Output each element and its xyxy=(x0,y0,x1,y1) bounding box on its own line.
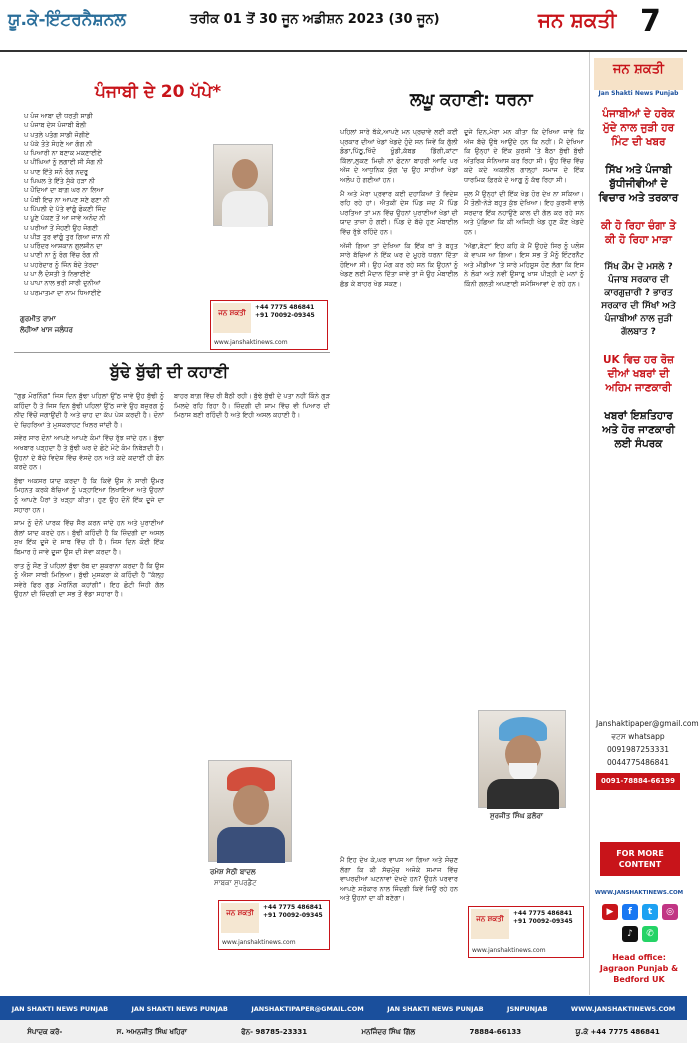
sidebar-item-6: ਖਬਰਾਂ ਇਸ਼ਤਿਹਾਰ ਅਤੇ ਹੋਰ ਜਾਣਕਾਰੀ ਲਈ ਸੰਪਰਕ xyxy=(602,410,675,450)
footer-link-email[interactable]: JANSHAKTIPAPER@GMAIL.COM xyxy=(251,1005,364,1013)
sidebar-item-1: ਪੰਜਾਬੀਆਂ ਦੇ ਹਰੇਕ ਮੁੱਦੇ ਨਾਲ ਜੁੜੀ ਹਰ ਮਿੰਟ ਦੀ ਖਬਰ xyxy=(602,108,675,148)
phone-badge: 0091-78884-66199 xyxy=(596,773,680,790)
coat-shape xyxy=(487,779,559,809)
sidebar-logo: ਜਨ ਸ਼ਕਤੀ xyxy=(594,58,683,90)
youtube-icon[interactable]: ▶ xyxy=(602,904,618,920)
footer-link-web[interactable]: WWW.JANSHAKTINEWS.COM xyxy=(570,1005,676,1013)
sidebar-item-5: UK ਵਿਚ ਹਰ ਰੋਜ਼ ਦੀਆਂ ਖਬਰਾਂ ਦੀ ਅਹਿਮ ਜਾਣਕਾਰੀ xyxy=(603,354,674,394)
poem-line: ਪ ਪਾਣ ਇੱਤੇ ਸਨੋ ਰੰਗ ਨਦਰੂ xyxy=(24,167,88,176)
poem-line: ਪ ਪੀਂਘਿਆਂ ਨੂੰ ਲਗਾਈ ਸੀ ਸੰਗ ਨੀ xyxy=(24,158,103,167)
story1-p5: ਰਾਤ ਨੂੰ ਸੌਣ ਤੋਂ ਪਹਿਲਾਂ ਬੁੱਢਾ ਰੱਬ ਦਾ ਸ਼ੁਕਰਾਨਾ ਕਰਦਾ ਹੈ ਕਿ ਉਸ ਨੂੰ ਐਸਾ ਸਾਥੀ ਮਿਲਿਆ। ਬੁੱਢੀ ਮੁਸਕਰਾ ਕੇ ਕਹਿੰਦੀ ਹੈ "ਕੱਲ੍ਹ ਸਵੇਰੇ ਫਿਰ ਗੁਡ ਮੋਰਨਿੰਗ ਕਹਾਂਗੀ"। ਇਹ ਛੋਟੀ ਜਿਹੀ ਗੱਲ ਉਹਨਾਂ ਦੀ ਜ਼ਿੰਦਗੀ ਦਾ ਸਭ ਤੋਂ ਵੱਡਾ ਸਹਾਰਾ ਹੈ। xyxy=(14,561,164,599)
footer-manager: ਮਨਜਿੰਦਰ ਸਿੰਘ ਗਿੱਲ xyxy=(361,1027,416,1036)
story1-p6: ਬਾਹਰ ਬਾਗ਼ ਵਿੱਚ ਰੀ ਬੈਠੀ ਰਹੀ। ਬੁੱਢੇ ਬੁੱਢੀ ਦੇ ਪਤਾ ਨਹੀਂ ਕਿੰਨੇ ਗੁੜ ਮਿਲਦੇ ਰਹਿ ਰਿਹਾ ਹੈ। ਜ਼ਿੰਦਗੀ ਦੀ ਸ਼ਾਮ ਵਿੱਚ ਵੀ ਪਿਆਰ ਦੀ ਮਿਠਾਸ ਬਣੀ ਰਹਿੰਦੀ ਹੈ ਅਤੇ ਇਹੀ ਅਸਲ ਕਹਾਣੀ ਹੈ। xyxy=(174,392,330,420)
poem-line: ਪ ਪਹਰੇਦਾਰ ਨੂੰ ਜਿੰਨ ਬੰਦੇ ਤੇਰਦਾ xyxy=(24,260,99,269)
story1-p4: ਸ਼ਾਮ ਨੂੰ ਦੋਨੋਂ ਪਾਰਕ ਵਿੱਚ ਸੈਰ ਕਰਨ ਜਾਂਦੇ ਹਨ ਅਤੇ ਪੁਰਾਣੀਆਂ ਗੱਲਾਂ ਯਾਦ ਕਰਦੇ ਹਨ। ਬੁੱਢੀ ਕਹਿੰਦੀ ਹੈ ਕਿ ਜ਼ਿੰਦਗੀ ਦਾ ਅਸਲ ਸੁਖ ਇੱਕ ਦੂਜੇ ਦੇ ਸਾਥ ਵਿੱਚ ਹੀ ਹੈ। ਜਿਸ ਦਿਨ ਕੋਈ ਇੱਕ ਬਿਮਾਰ ਹੋ ਜਾਵੇ ਦੂਜਾ ਉਸ ਦੀ ਸੇਵਾ ਕਰਦਾ ਹੈ। xyxy=(14,519,164,556)
sidebar-item-3: ਕੀ ਹੋ ਰਿਹਾ ਚੰਗਾ ਤੇ ਕੀ ਹੋ ਰਿਹਾ ਮਾੜਾ xyxy=(601,220,676,246)
sidebar-item-2: ਸਿੱਖ ਅਤੇ ਪੰਜਾਬੀ ਬੁੱਧੀਜੀਵੀਆਂ ਦੇ ਵਿਚਾਰ ਅਤੇ ਤਰਕਾਰ xyxy=(598,164,679,204)
story1-p1: "ਗੁਡ ਮੋਰਨਿੰਗ" ਜਿਸ ਦਿਨ ਬੁੱਢਾ ਪਹਿਲਾਂ ਉੱਠ ਜਾਵੇ ਉਹ ਬੁੱਢੀ ਨੂੰ ਕਹਿੰਦਾ ਹੈ ਤੇ ਜਿਸ ਦਿਨ ਬੁੱਢੀ ਪਹਿਲਾਂ ਉੱਠ ਜਾਵੇ ਉਹ ਬਜ਼ੁਰਗ ਨੂੰ ਨੀਂਦ ਵਿੱਚੋਂ ਜਗਾਉਂਦੀ ਹੈ ਅਤੇ ਚਾਹ ਦਾ ਕੱਪ ਪੇਸ਼ ਕਰਦੀ ਹੈ। ਦੋਨਾਂ ਦੇ ਚਿਹਰਿਆਂ ਤੇ ਮੁਸਕਰਾਹਟ ਖਿਲਰ ਜਾਂਦੀ ਹੈ। xyxy=(14,392,164,429)
section-title: ਯੂ.ਕੇ-ਇੰਟਰਨੈਸ਼ਨਲ xyxy=(8,10,126,30)
footer-links xyxy=(0,998,687,1020)
ad-phone-1: +44 7775 486841 xyxy=(255,304,315,311)
story2-p7: ਮੈਂ ਇਹ ਦੇਖ ਕੇ,ਘਰ ਵਾਪਸ ਆ ਗਿਆ ਅਤੇ ਸੋਚਣ ਲੱਗਾ ਕਿ ਕੀ ਸੱਚਮੁੱਚ ਅਜੋਕੇ ਸਮਾਜ ਵਿੱਚ ਵਾਪਰਦੀਆਂ ਘਟਨਾਵਾਂ ਦੇਖਦੇ ਹਨ? ਉਹਨੇ ਪਰਵਾਰ ਆਪਣੇ ਸਰੋਕਾਰ ਨਾਲ ਜਿੰਦਗੀ ਕਿਵੇਂ ਜਿਉਂ ਰਹੇ ਹਨ ਅਤੇ ਉਹਨਾਂ ਦਾ ਕੀ ਬਣੇਗਾ। xyxy=(340,856,458,903)
ad-web: www.janshaktinews.com xyxy=(472,947,546,954)
poem-line: ਪ ਪੌਦਿਆਂ ਦਾ ਬਾਗ਼ ਘਰ ਨਾ ਲਿਆ xyxy=(24,186,104,195)
whatsapp-label: ਵਟਸ whatsapp xyxy=(611,732,665,741)
ad-phone-2: +91 70092-09345 xyxy=(255,312,315,319)
story2-author: ਸੁਰਜੀਤ ਸਿੰਘ ਫ਼ਲੋਰਾ xyxy=(490,812,543,820)
ad-logo: ਜਨ ਸ਼ਕਤੀ xyxy=(221,903,259,933)
poem-line: ਪ ਪਾਣੀ ਨਾ ਨੂੰ ਰੰਗ ਵਿੱਚ ਰੰਗ ਨੀ xyxy=(24,251,99,260)
footer-uk-phone: ਯੂ.ਕੇ +44 7775 486841 xyxy=(575,1027,660,1036)
story1-author-role: ਸਾਬਕਾ ਸੁਪਰਡੈਂਟ xyxy=(214,879,257,887)
ad-box-1 xyxy=(210,300,328,350)
ad-phones xyxy=(263,904,323,920)
sidebar-web[interactable]: WWW.JANSHAKTINEWS.COM xyxy=(594,890,684,896)
author-photo xyxy=(208,760,292,862)
ad-logo: ਜਨ ਸ਼ਕਤੀ xyxy=(471,909,509,939)
ad-logo: ਜਨ ਸ਼ਕਤੀ xyxy=(213,303,251,333)
twitter-icon[interactable]: t xyxy=(642,904,658,920)
masthead-logo: ਜਨ ਸ਼ਕਤੀ xyxy=(538,8,617,32)
ad-web: www.janshaktinews.com xyxy=(214,339,288,346)
story2-p5: ਜੁਲ ਮੈਂ ਉਨ੍ਹਾਂ ਦੀ ਇੱਕ ਖੇਡ ਹੋਰ ਦੇਖ ਨਾ ਸਕਿਆ। ਮੈਂ ਤੋਲੀ-ਨੇੜੇ ਬਹੁਤ ਕੁੱਝ ਦੇਖਿਆ। ਇਹ ਕੁਰਸੀ ਵਾਲੇ ਸਰਦਾਰ ਇੱਕ ਨਹਾਉਣੇ ਕਾਲ ਦੀ ਗੱਲ ਕਰ ਰਹੇ ਸਨ ਅਤੇ ਪੁੱਛਿਆ ਕਿ ਕੀ ਅਜਿਹੀ ਖੇਡ ਹੁਣ ਕੌਣ ਖੇਡਦੇ ਹਨ। xyxy=(464,189,584,236)
footer-editor: ਸੰਪਾਦਕ ਕਰੋ- xyxy=(27,1027,63,1036)
whatsapp-number-1: 0091987253331 xyxy=(606,745,670,754)
story2-col3 xyxy=(340,856,458,956)
whatsapp-icon[interactable]: ✆ xyxy=(642,926,658,942)
story2-p6: 'ਅੱਛਾ,ਬੇਟਾ' ਇਹ ਕਹਿ ਕੇ ਮੈਂ ਉਹਦੇ ਸਿਰ ਨੂੰ ਪਲੋਸ ਕੇ ਵਾਪਸ ਆ ਗਿਆ। ਇਸ ਸਭ ਤੋਂ ਮੈਨੂੰ ਇੰਟਰਨੈਟ ਅਤੇ ਮੀਡੀਆ 'ਤੇ ਸਾਰੇ ਮਹਿਸੂਸ ਹੋਣ ਲੱਗਾ ਕਿ ਇਸ ਨੇ ਲੋਕਾਂ ਅਤੇ ਨਵੀਂ ਉਸਾਰੂ ਖਾਸ ਪੀੜ੍ਹੀ ਦੇ ਮਨਾਂ ਨੂੰ ਕਿੰਨੀ ਗਲਤੀ ਅਪਣਾਈ ਸਮੱਸਿਆਵਾਂ ਦੇ ਰਹੇ ਹਨ। xyxy=(464,241,584,288)
poem-line: ਪ ਪੂਣੇ ਪੱਕਣ ਤੋਂ ਆ ਜਾਵੇ ਅਨੰਦ ਨੀ xyxy=(24,214,106,223)
ad-web: www.janshaktinews.com xyxy=(222,939,296,946)
social-icons xyxy=(600,904,680,944)
tiktok-icon[interactable]: ♪ xyxy=(622,926,638,942)
story2-col2 xyxy=(464,128,584,728)
ad-box-2 xyxy=(218,900,330,950)
footer-phone-in: ਫੋਨ- 98785-23331 xyxy=(241,1027,308,1036)
page-number: 7 xyxy=(640,4,661,39)
poem-line: ਪ ਪੀੜ ਤੁਰ ਵਾਂਗੂੰ ਤੁਰ ਗਿਆ ਜਾਨ ਨੀ xyxy=(24,232,110,241)
poem-line: ਪ ਪੰਜ ਆਬਾ ਦੀ ਧਰਤੀ ਸਾਡੀ xyxy=(24,112,93,120)
sidebar-logo-sub: Jan Shakti News Punjab xyxy=(598,90,679,97)
poem-lines xyxy=(24,112,199,298)
footer-manager-phone: 78884-66133 xyxy=(469,1028,522,1036)
story1-title: ਬੁੱਢੇ ਬੁੱਢੀ ਦੀ ਕਹਾਣੀ xyxy=(110,362,229,381)
footer-credits xyxy=(0,1022,687,1042)
page-header xyxy=(0,0,687,52)
facebook-icon[interactable]: f xyxy=(622,904,638,920)
story2-col1 xyxy=(340,128,458,958)
email-text[interactable]: Janshaktipaper@gmail.com xyxy=(596,719,699,728)
divider xyxy=(14,352,330,353)
story2-title: ਲਘੂ ਕਹਾਣੀ: ਧਰਨਾ xyxy=(410,90,533,110)
poem-line: ਪ ਪਿਘਲ ਤੇ ਇੱਤੇ ਸੁੱਕੇ ਹੜਾ ਨੀ xyxy=(24,177,95,186)
poet-photo xyxy=(213,144,273,226)
story2-p1: ਪਹਿਲਾਂ ਸਾਰੇ ਥੱਕੇ,ਆਪਣੇ ਮਨ ਪ੍ਰਚਾਵੇ ਲਈ ਕਈ ਪ੍ਰਕਾਰ ਦੀਆਂ ਖੇਡਾਂ ਖੇਡਦੇ ਹੁੰਦੇ ਸਨ ਜਿਵੇਂ ਕਿ ਗੁੱਲੀ ਡੰਡਾ,ਪਿੱਠੂ,ਖਿੱਦੋ ਖੂੰਡੀ,ਕੱਬਡ ਡਿੱਗੀ,ਕਾਂਟਾ ਕਿੱਲਾ,ਲੁਕਣ ਮਿਚੀ ਨਾਂ ਫੋਟਨਾ ਬਾਹਰੀ ਆਦਿ ਪਰ ਅੱਜ ਦੇ ਆਧੁਨਿਕ ਯੁੱਗ 'ਚ ਉਹ ਸਾਰੀਆਂ ਖੇਡਾਂ ਅਲੋਪ ਹੋ ਗਈਆਂ ਹਨ। xyxy=(340,128,458,184)
footer-link-facebook[interactable]: JAN SHAKTI NEWS PUNJAB xyxy=(11,1005,109,1013)
ad-phones xyxy=(255,304,315,320)
footer-link-instagram[interactable]: JAN SHAKTI NEWS PUNJAB xyxy=(387,1005,484,1013)
ad-phone-1: +44 7775 486841 xyxy=(513,910,573,917)
poem-line: ਪ ਪਾਪਾ ਨਾਲ ਭਰੀ ਸਾਰੀ ਦੁਨੀਆਂ xyxy=(24,279,101,288)
poem-line: ਪ ਪੰਥੀ ਇਚ ਨਾ ਆਪਣ ਸਣੇ ਫਣਾ ਨੀ xyxy=(24,195,110,204)
edition-date: ਤਰੀਕ 01 ਤੋਂ 30 ਜੂਨ ਅਡੀਸ਼ਨ 2023 (30 ਜੂਨ) xyxy=(190,12,440,27)
page-footer xyxy=(0,996,687,1043)
ad-phones xyxy=(513,910,573,926)
story1-col1 xyxy=(14,392,164,992)
poem-line: ਪ ਪੰਜਾਬ ਦੇਸ ਪੰਜਾਬੀ ਬੋਲੀ xyxy=(24,121,87,130)
story2-author-photo xyxy=(478,710,566,808)
more-content-button[interactable]: FOR MORE CONTENT xyxy=(600,842,680,876)
footer-link-youtube[interactable]: JAN SHAKTI NEWS PUNJAB xyxy=(131,1005,228,1013)
footer-editor-name: ਸ. ਅਮਨਜੀਤ ਸਿੰਘ ਖਹਿਰਾ xyxy=(116,1027,187,1036)
story2-p3: ਅੱਜੀ ਗਿਆ ਤਾਂ ਦੇਖਿਆ ਕਿ ਇੱਕ ਥਾਂ ਤੇ ਬਹੁਤ ਸਾਰੇ ਬੱਚਿਆਂ ਨੇ ਇੱਕ ਘਰ ਦੇ ਮੂਹਰੇ ਧਰਨਾ ਦਿੱਤਾ ਹੋਇਆ ਸੀ। ਉਹ ਮੰਗ ਕਰ ਰਹੇ ਸਨ ਕਿ ਉਹਨਾਂ ਨੂੰ ਖੇਡਣ ਲਈ ਮੈਦਾਨ ਦਿੱਤਾ ਜਾਵੇ ਤਾਂ ਜੋ ਉਹ ਮੋਬਾਈਲ ਛੱਡ ਕੇ ਬਾਹਰ ਖੇਡ ਸਕਣ। xyxy=(340,241,458,288)
sidebar-contact xyxy=(596,717,699,790)
instagram-icon[interactable]: ◎ xyxy=(662,904,678,920)
whatsapp-number-2: 0044775486841 xyxy=(606,758,670,767)
head-office: Head office: Jagraon Punjab & Bedford UK xyxy=(599,953,679,984)
poem-line: ਪ ਪਿਆਰੀ ਨਾ ਬਣਾਕ ਮਕਣਾਈਏ xyxy=(24,149,102,158)
coat-shape xyxy=(217,827,285,863)
story2-p2: ਮੈਂ ਅਤੇ ਮੇਰਾ ਪ੍ਰਵਾਰ ਕਈ ਦਹਾਕਿਆਂ ਤੋਂ ਵਿਦੇਸ਼ ਰਹਿ ਰਹੇ ਹਾਂ। ਐਤਕੀਂ ਦੇਸ ਪਿੰਡ ਜਦ ਮੈਂ ਪਿੰਡ ਪਰਤਿਆ ਤਾਂ ਮਨ ਵਿੱਚ ਉਹਨਾਂ ਪੁਰਾਣੀਆਂ ਖੇਡਾਂ ਦੀ ਯਾਦ ਤਾਜ਼ਾ ਹੋ ਗਈ। ਪਿੰਡ ਦੇ ਬੱਚੇ ਹੁਣ ਮੋਬਾਈਲ ਵਿੱਚ ਰੁੱਝੇ ਰਹਿੰਦੇ ਹਨ। xyxy=(340,189,458,236)
story2-p4: ਦੂਜੇ ਦਿਨ,ਮੇਰਾ ਮਨ ਕੀਤਾ ਕਿ ਦੇਖਿਆ ਜਾਵੇ ਕਿ ਅੱਜ ਬੱਚੇ ਉਥੇ ਆਉਂਦੇ ਹਨ ਕਿ ਨਹੀਂ। ਮੈਂ ਦੇਖਿਆ ਕਿ ਉਨ੍ਹਾਂ ਦੇ ਇੱਕ ਕੁਰਸੀ 'ਤੇ ਬੈਠਾ ਬੁੱਢੀ ਬੁੱਢੀ ਅੰਤਰਿਕ ਸੰਨਿਆਸ ਕਰ ਰਿਹਾ ਸੀ। ਉਹ ਵਿੱਚ ਵਿੱਚ ਕਦੇ ਕਦੇ ਅਕਲੀਲ ਗਾਲ੍ਹਾਂ ਸਮਾਜ ਦੇ ਇੱਕ ਧਾਰਮਿਕ ਫ਼ਿਰਕੇ ਦੇ ਆਗੂ ਨੂੰ ਕੱਢ ਰਿਹਾ ਸੀ। xyxy=(464,128,584,184)
poem-line: ਪ ਪਰਿੰਦਰ ਆਸ਼ਕਾਨ ਗੁਲਸ਼ੀਨ ਦਾ xyxy=(24,242,103,251)
poem-line: ਪ ਪਿੱਪਲੀ ਦੇ ਪੱਤੇ ਵਾਂਗੂੰ ਫੋਕਣੀ ਜਿੰਦ xyxy=(24,204,107,213)
poem-line: ਪ ਪਾ ਲੈ ਦੋਸਤੀ ਤੇ ਨਿਭਾਈਏ xyxy=(24,270,91,279)
shirt-shape xyxy=(222,191,268,227)
poem-author: ਗੁਰਮੀਤ ਰਾਮਾ xyxy=(20,315,56,323)
story1-col2 xyxy=(174,392,330,712)
ad-phone-2: +91 70092-09345 xyxy=(513,918,573,925)
poem-line: ਪ ਪੱਕੇ ਤੋਤੇ ਸੋਹਣੇ ਆ ਗੰਗ ਨੀ xyxy=(24,139,93,148)
story1-p3: ਬੁੱਢਾ ਅਕਸਰ ਯਾਦ ਕਰਦਾ ਹੈ ਕਿ ਕਿਵੇਂ ਉਸ ਨੇ ਸਾਰੀ ਉਮਰ ਮਿਹਨਤ ਕਰਕੇ ਬੱਚਿਆਂ ਨੂੰ ਪੜ੍ਹਾਇਆ ਲਿਖਾਇਆ ਅਤੇ ਉਹਨਾਂ ਨੂੰ ਆਪਣੇ ਪੈਰਾਂ ਤੇ ਖੜ੍ਹਾ ਕੀਤਾ। ਹੁਣ ਉਹ ਦੋਨੋਂ ਇੱਕ ਦੂਜੇ ਦਾ ਸਹਾਰਾ ਹਨ। xyxy=(14,476,164,514)
poem-line: ਪ ਪਰਮਾਤਮਾ ਦਾ ਨਾਮ ਧਿਆਈਏ xyxy=(24,288,102,297)
poem-title: ਪੰਜਾਬੀ ਦੇ 20 ਪੱਪੇ* xyxy=(95,82,222,102)
poem-body xyxy=(24,112,199,312)
poem-author-place: ਲੋਹੀਆਂ ਖਾਸ ਜਲੰਧਰ xyxy=(20,326,73,334)
story1-author: ਰਮੇਸ਼ ਸੇਠੀ ਬਾਦਲ xyxy=(210,868,256,876)
face-shape xyxy=(233,785,269,825)
ad-phone-1: +44 7775 486841 xyxy=(263,904,323,911)
ad-box-3 xyxy=(468,906,584,958)
story1-p2: ਸਵੇਰ ਸਾਰ ਦੋਨਾਂ ਆਪਣੇ ਆਪਣੇ ਕੰਮਾਂ ਵਿੱਚ ਰੁੱਝ ਜਾਂਦੇ ਹਨ। ਬੁੱਢਾ ਅਖਬਾਰ ਪੜ੍ਹਦਾ ਹੈ ਤੇ ਬੁੱਢੀ ਘਰ ਦੇ ਛੋਟੇ ਮੋਟੇ ਕੰਮ ਨਿਬੇੜਦੀ ਹੈ। ਉਹਨਾਂ ਦੇ ਬੱਚੇ ਵਿਦੇਸ਼ ਵਿੱਚ ਵੱਸਦੇ ਹਨ ਅਤੇ ਕਦੇ ਕਦਾਈਂ ਹੀ ਫੋਨ ਕਰਦੇ ਹਨ। xyxy=(14,434,164,472)
footer-link-twitter[interactable]: JSNPUNJAB xyxy=(507,1005,548,1013)
face-shape xyxy=(232,159,258,189)
poem-line: ਪ ਪਰੀਆਂ ਤੋਂ ਸੋਹਣੀ ਉਹ ਜੋਗਣੀ xyxy=(24,223,99,232)
ad-phone-2: +91 70092-09345 xyxy=(263,912,323,919)
sidebar-item-4: ਸਿੱਖ ਕੌਮ ਦੇ ਮਸਲੇ ? ਪੰਜਾਬ ਸਰਕਾਰ ਦੀ ਕਾਰਗੁਜ਼ਾਰੀ ? ਭਾਰਤ ਸਰਕਾਰ ਦੀ ਸਿੱਖਾਂ ਅਤੇ ਪੰਜਾਬੀਆਂ ਨਾਲ ਜੁੜੀ ਗੱਲਬਾਤ ? xyxy=(601,262,676,337)
sidebar xyxy=(589,52,699,995)
poem-line: ਪ ਪਤਲੇ ਪਤੰਗ ਸਾਡੀ ਜੋਗੀਏ xyxy=(24,130,90,139)
